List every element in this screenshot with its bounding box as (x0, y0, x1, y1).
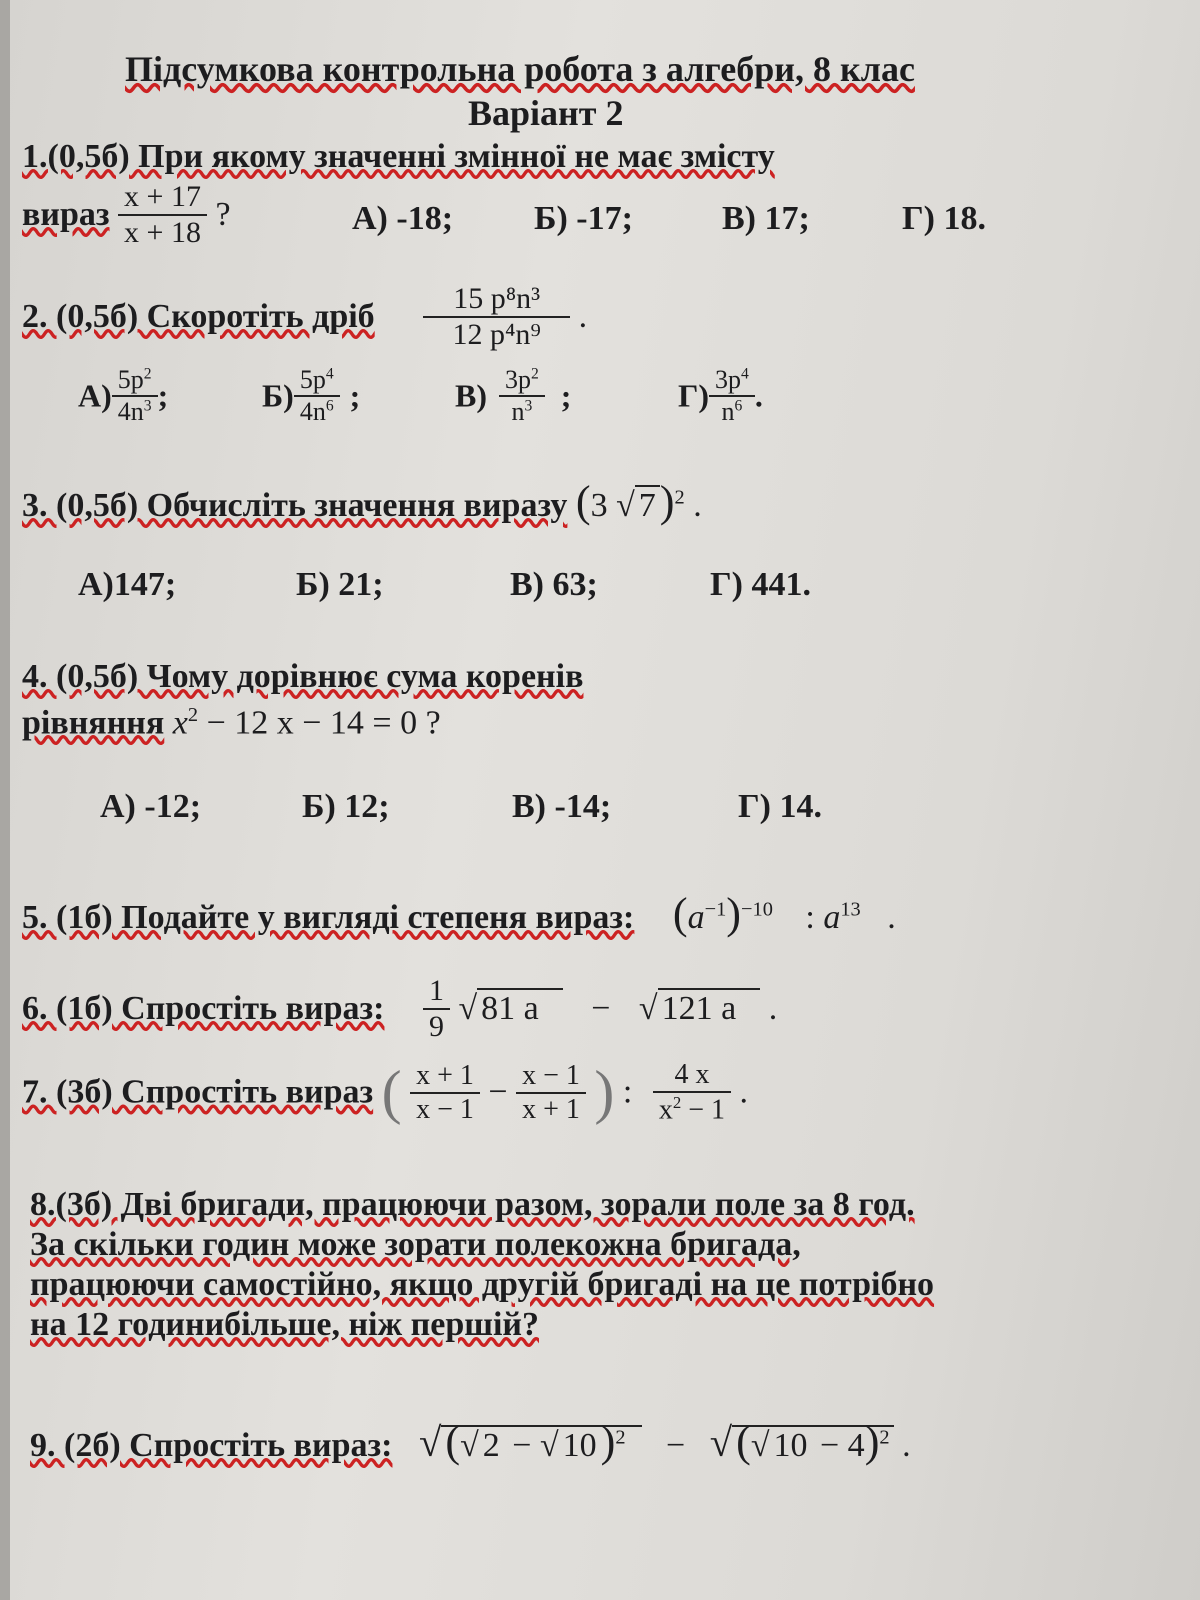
q2-option-a-num-base: 5p (117, 365, 144, 394)
q2-option-a-num-exp: 2 (143, 365, 152, 383)
q6-numerator: 1 (423, 974, 450, 1010)
q2-option-v-num (499, 365, 545, 397)
q2-option-a-den-base: 4n (117, 397, 144, 426)
q3-exponent: 2 (674, 486, 685, 509)
q8-text-line1: 8.(3б) Дві бригади, працюючи разом, зорали поле за 8 год. (30, 1186, 915, 1223)
q6-radicand1: 81 a (477, 988, 563, 1027)
q7-period: . (739, 1073, 749, 1111)
q7-right-paren: ) (594, 1059, 615, 1125)
q3-option-a: А)147; (78, 566, 177, 603)
q2-option-a-den-exp: 3 (143, 397, 152, 415)
q9-line (30, 1416, 911, 1467)
q7-a-numerator: x + 1 (410, 1060, 480, 1094)
q5-right-paren: ) (726, 889, 742, 938)
q3-expression (575, 477, 702, 526)
sqrt-icon: √ (539, 1427, 559, 1464)
q2-option-v-label: В) (455, 377, 487, 414)
q4-line1 (22, 658, 583, 696)
q5-divide: : (805, 899, 815, 936)
q1-numerator: x + 17 (118, 180, 207, 216)
q7-divide: : (622, 1073, 633, 1111)
q1-line1 (22, 138, 775, 176)
sqrt-icon: √ (750, 1427, 770, 1464)
q2-option-a-end: ; (157, 377, 169, 414)
q2-option-a (78, 365, 168, 427)
page-edge-shadow (0, 0, 10, 1600)
q5-left-paren: ( (672, 889, 688, 938)
q9-paren-open2: ( (736, 1417, 751, 1466)
q2-option-v (455, 365, 571, 427)
q4-option-a: А) -12; (100, 788, 202, 825)
q7-b-denominator: x + 1 (522, 1093, 580, 1125)
q2-option-b-end: ; (349, 377, 361, 414)
q7-fraction-b (516, 1060, 586, 1126)
sqrt-icon: √ (460, 1427, 479, 1464)
q2-option-b-fraction (294, 365, 340, 427)
q8-line2 (30, 1226, 801, 1264)
q1-denominator: x + 18 (124, 216, 201, 249)
q5-text: 5. (1б) Подайте у вигляді степеня вираз: (22, 899, 635, 936)
q1-lead: вираз (22, 196, 110, 233)
q8-line3 (30, 1266, 934, 1304)
q6-period: . (768, 990, 778, 1027)
q2-option-g-label: Г) (678, 377, 710, 414)
q2-option-g-num-exp: 4 (741, 365, 749, 383)
q7-c-den-rest: − 1 (688, 1094, 726, 1126)
q7-b-numerator: x − 1 (516, 1060, 586, 1094)
q3-option-b: Б) 21; (296, 566, 384, 603)
q7-a-denominator: x − 1 (416, 1093, 474, 1125)
q6-denominator: 9 (428, 1010, 444, 1043)
q2-period: . (578, 298, 588, 335)
q2-option-g-den-base: n (721, 397, 735, 426)
q8-line4 (30, 1306, 539, 1344)
q5-period: . (887, 899, 896, 936)
q2-option-a-den (112, 397, 158, 427)
q3-period: . (693, 487, 702, 524)
q2-option-b-num (294, 365, 340, 397)
q1-question-mark: ? (215, 196, 231, 233)
variant-title (468, 92, 623, 134)
q9-text: 9. (2б) Спростіть вираз: (30, 1427, 393, 1464)
q4-eq-exponent: 2 (187, 704, 199, 726)
q3-line (22, 476, 702, 527)
q7-c-denominator (653, 1093, 731, 1126)
q7-fraction-c (653, 1059, 731, 1126)
q2-option-v-den-exp: 3 (524, 397, 533, 415)
q7-c-numerator: 4 x (653, 1059, 731, 1093)
q9-paren-close1: ) (600, 1417, 616, 1466)
q5-base2: a (823, 899, 841, 936)
sqrt-icon: √ (418, 1420, 442, 1465)
sqrt-icon: √ (616, 487, 635, 524)
q6-minus: − (591, 990, 611, 1027)
q6-text: 6. (1б) Спростіть вираз: (22, 990, 385, 1027)
q2-option-b-den-base: 4n (299, 397, 326, 426)
q9-minus: − (666, 1427, 686, 1464)
q5-outer-exponent: −10 (741, 898, 773, 921)
q5-exponent2: 13 (840, 898, 861, 921)
q2-option-b-num-exp: 4 (325, 365, 334, 383)
q2-option-a-num (112, 365, 158, 397)
q2-option-b-den-exp: 6 (325, 397, 334, 415)
q2-option-v-num-exp: 2 (531, 365, 539, 383)
q8-text-line3: працюючи самостійно, якщо другій бригаді на це потрібно (30, 1266, 935, 1303)
q2-option-a-label: А) (78, 377, 112, 414)
q1-option-b: Б) -17; (534, 200, 633, 237)
q2-option-v-end: ; (560, 377, 572, 414)
q9-inner-minus: − (512, 1427, 532, 1464)
q7-left-paren: ( (381, 1059, 402, 1125)
q2-option-v-den (499, 397, 545, 427)
q2-text: 2. (0,5б) Скоротіть дріб (22, 298, 375, 335)
q9-radicand1a: 2 (479, 1425, 504, 1464)
q7-text: 7. (3б) Спростіть вираз (22, 1073, 374, 1111)
q7-c-den-exponent: 2 (672, 1092, 682, 1112)
q9-radicand1b: 10 (559, 1425, 601, 1464)
q2-option-g-num (709, 365, 755, 397)
q5-line (22, 888, 896, 939)
variant-text: Варіант 2 (468, 93, 624, 133)
q2-option-g-end: . (754, 377, 763, 414)
q2-option-g (678, 365, 763, 427)
q2-numerator: 15 p⁸n³ (423, 282, 570, 318)
q2-line (22, 282, 587, 352)
q4-line2 (22, 704, 441, 742)
q1-text: 1.(0,5б) При якому значенні змінної не має змісту (22, 138, 775, 175)
q2-option-a-fraction (112, 365, 158, 427)
q4-eq-variable: x (172, 704, 188, 742)
q2-option-g-num-base: 3p (715, 365, 742, 394)
q9-period: . (902, 1427, 911, 1464)
q3-left-paren: ( (575, 477, 591, 526)
q8-text-line2: За скільки годин може зорати полекожна бригада, (30, 1226, 801, 1263)
q1-option-v: В) 17; (722, 200, 810, 237)
q2-option-b-den (294, 397, 340, 427)
q9-radicand2b: − 4 (820, 1427, 865, 1464)
q3-right-paren: ) (659, 477, 675, 526)
q9-radical1 (441, 1417, 641, 1466)
q2-option-g-fraction (709, 365, 755, 427)
q4-option-b: Б) 12; (302, 788, 390, 825)
q2-option-g-den-exp: 6 (734, 397, 743, 415)
q8-line1 (30, 1186, 915, 1224)
q7-fraction-a (410, 1060, 480, 1126)
q3-option-v: В) 63; (510, 566, 598, 603)
q7-c-den-base: x (658, 1094, 673, 1126)
q2-denominator: 12 p⁴n⁹ (452, 318, 541, 351)
q5-base: a (687, 899, 705, 936)
q1-option-a: А) -18; (352, 200, 454, 237)
q3-text: 3. (0,5б) Обчисліть значення виразу (22, 487, 568, 524)
sqrt-icon: √ (458, 990, 478, 1027)
q9-expression (418, 1417, 911, 1466)
q2-option-v-den-base: n (511, 397, 525, 426)
q9-exponent1: 2 (615, 1426, 626, 1449)
sqrt-icon: √ (638, 990, 658, 1027)
q4-option-g: Г) 14. (738, 788, 822, 825)
q2-option-b (262, 365, 360, 427)
q1-option-g: Г) 18. (902, 200, 986, 237)
q9-radicand2a: 10 (770, 1425, 812, 1464)
q2-option-b-label: Б) (262, 377, 294, 414)
sqrt-icon: √ (709, 1420, 733, 1465)
q2-option-v-num-base: 3p (505, 365, 531, 394)
q9-radical2 (732, 1417, 894, 1466)
page-title (125, 48, 915, 90)
q2-option-b-num-base: 5p (299, 365, 326, 394)
q2-option-v-fraction (499, 365, 545, 427)
q3-radicand: 7 (635, 485, 660, 524)
q9-paren-open1: ( (445, 1417, 461, 1466)
q7-minus: − (488, 1073, 508, 1111)
q1-fraction (118, 180, 207, 250)
q3-coefficient: 3 (590, 487, 608, 524)
q4-text: 4. (0,5б) Чому дорівнює сума коренів (22, 658, 584, 695)
q5-inner-exponent: −1 (704, 898, 727, 921)
title-text: Підсумкова контрольна робота з алгебри, 8 клас (125, 49, 915, 89)
q6-expression (458, 990, 777, 1027)
q4-lead: рівняння (22, 704, 165, 742)
q6-radicand2: 121 a (658, 988, 761, 1027)
q6-line (22, 974, 777, 1044)
q2-fraction (423, 282, 570, 352)
q1-line2 (22, 180, 1172, 250)
q8-text-line4: на 12 годинибільше, ніж першій? (30, 1306, 539, 1343)
q4-option-v: В) -14; (512, 788, 612, 825)
q9-paren-close2: ) (864, 1417, 880, 1466)
q5-expression (672, 889, 896, 938)
q4-eq-rest: − 12 x − 14 = 0 ? (206, 704, 441, 742)
q2-option-g-den (709, 397, 755, 427)
q7-line (22, 1058, 748, 1127)
q9-exponent2: 2 (879, 1426, 890, 1449)
q6-fraction (423, 974, 450, 1044)
q3-option-g: Г) 441. (710, 566, 811, 603)
